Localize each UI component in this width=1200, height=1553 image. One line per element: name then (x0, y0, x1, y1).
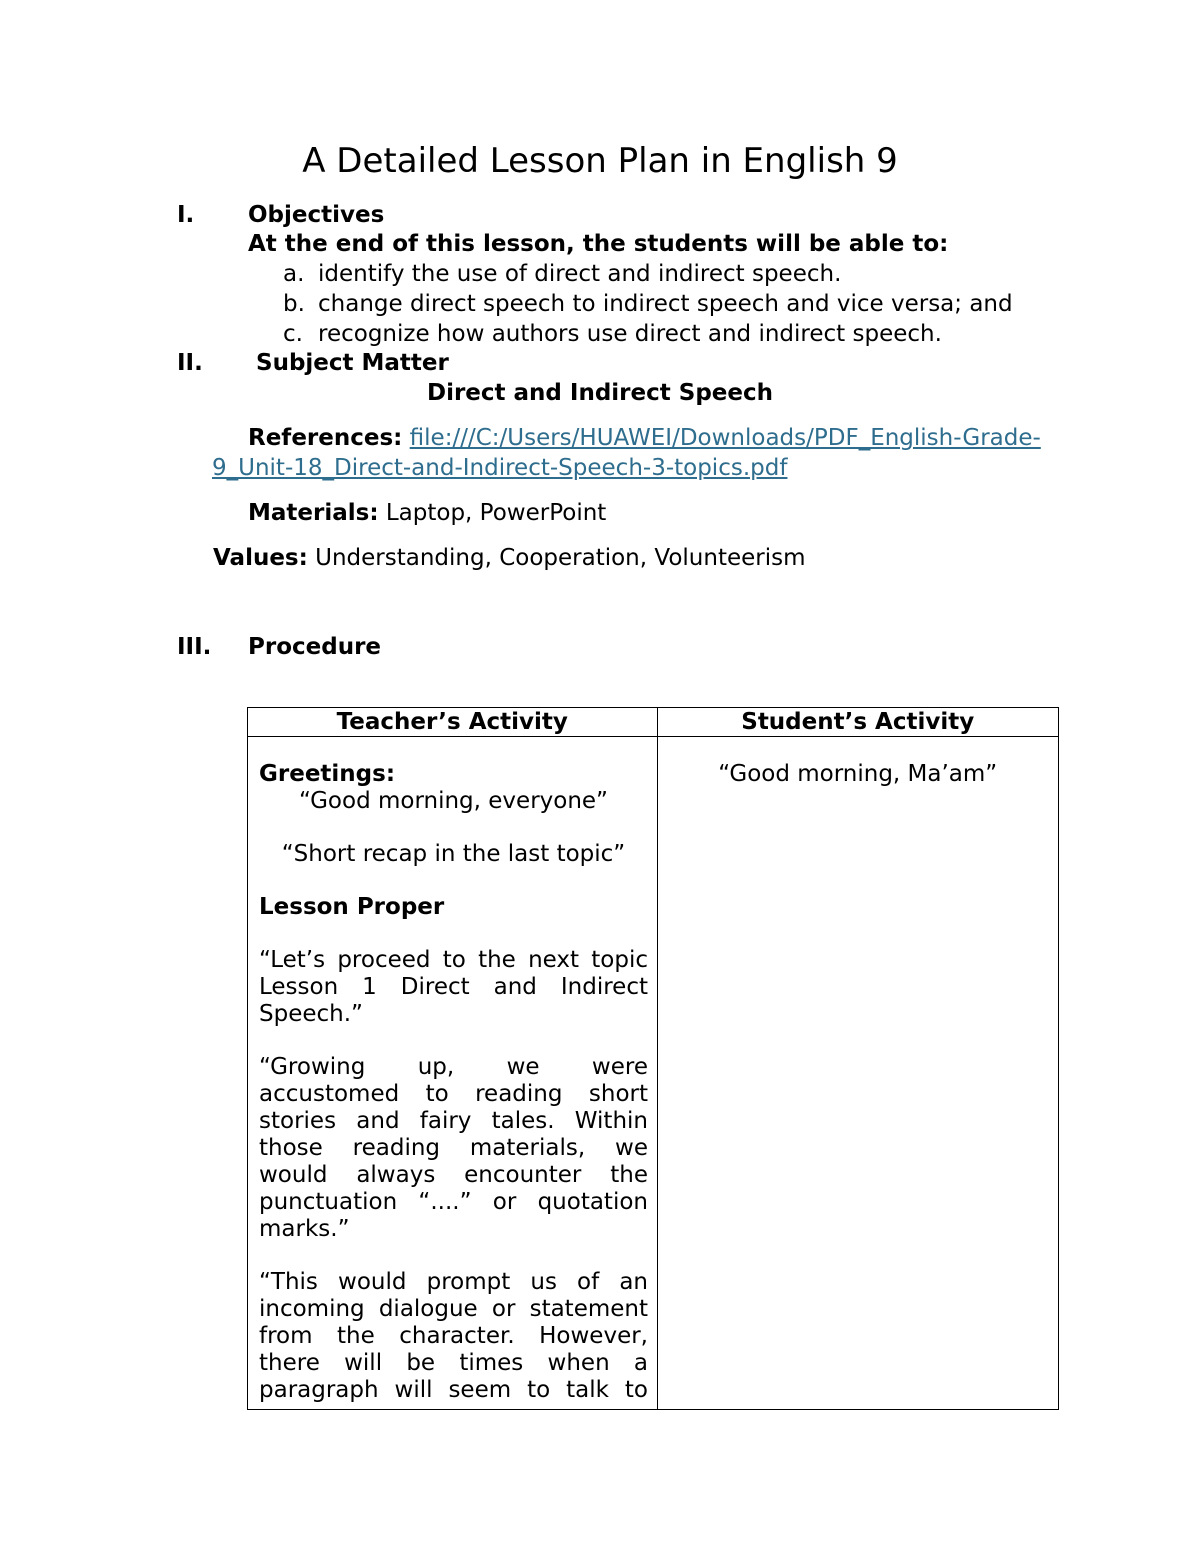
references-link-continued (212, 453, 787, 483)
section-numeral-subject-matter: II. (177, 350, 203, 376)
subject-matter-heading: Subject Matter (256, 350, 449, 376)
objective-letter: a. (283, 261, 305, 287)
objective-item: identify the use of direct and indirect speech. (318, 261, 842, 287)
table-row (248, 737, 1059, 1410)
teacher-paragraph: “Let’s proceed to the next topic Lesson 1 Direct and Indirect Speech.” (259, 947, 648, 1027)
table-header-row (248, 708, 1059, 737)
references-link[interactable]: file:///C:/Users/HUAWEI/Downloads/PDF_English-Grade- (409, 425, 1041, 451)
references-label: References: (248, 425, 403, 451)
teacher-paragraph: “Growing up, we were accustomed to reading short stories and fairy tales. Within those reading materials, we would always encounter the punctuation “....” or quotation marks.” (259, 1054, 648, 1242)
objective-letter: b. (283, 291, 305, 317)
materials-label: Materials: (248, 500, 379, 526)
objectives-heading: Objectives (248, 202, 385, 228)
references-line (248, 423, 1041, 453)
procedure-table (247, 707, 1059, 1410)
document-title: A Detailed Lesson Plan in English 9 (302, 141, 898, 181)
values-value: Understanding, Cooperation, Volunteerism (315, 545, 806, 571)
recap-quote: “Short recap in the last topic” (281, 841, 626, 867)
teacher-activity-header: Teacher’s Activity (248, 708, 658, 737)
objective-item: recognize how authors use direct and indirect speech. (318, 321, 942, 347)
teacher-activity-cell (248, 737, 658, 1410)
teacher-paragraph: “This would prompt us of an incoming dialogue or statement from the character. However, there will be times when a paragraph will seem to talk to (259, 1269, 648, 1403)
student-activity-header: Student’s Activity (657, 708, 1059, 737)
objective-item: change direct speech to indirect speech and vice versa; and (318, 291, 1013, 317)
values-line (213, 543, 806, 573)
greeting-quote: “Good morning, everyone” (299, 788, 608, 814)
greetings-label: Greetings: (259, 761, 396, 787)
section-numeral-procedure: III. (177, 634, 212, 660)
objective-letter: c. (283, 321, 303, 347)
procedure-heading: Procedure (248, 634, 382, 660)
values-label: Values: (213, 545, 308, 571)
references-link[interactable]: 9_Unit-18_Direct-and-Indirect-Speech-3-topics.pdf (212, 455, 788, 481)
student-activity-cell (657, 737, 1059, 1410)
materials-line (248, 498, 606, 528)
materials-value: Laptop, PowerPoint (385, 500, 607, 526)
subject-topic: Direct and Indirect Speech (426, 380, 773, 406)
objectives-intro: At the end of this lesson, the students will be able to: (248, 231, 949, 257)
section-numeral-objectives: I. (177, 202, 195, 228)
lesson-proper-label: Lesson Proper (259, 894, 445, 920)
student-response: “Good morning, Ma’am” (718, 761, 998, 787)
